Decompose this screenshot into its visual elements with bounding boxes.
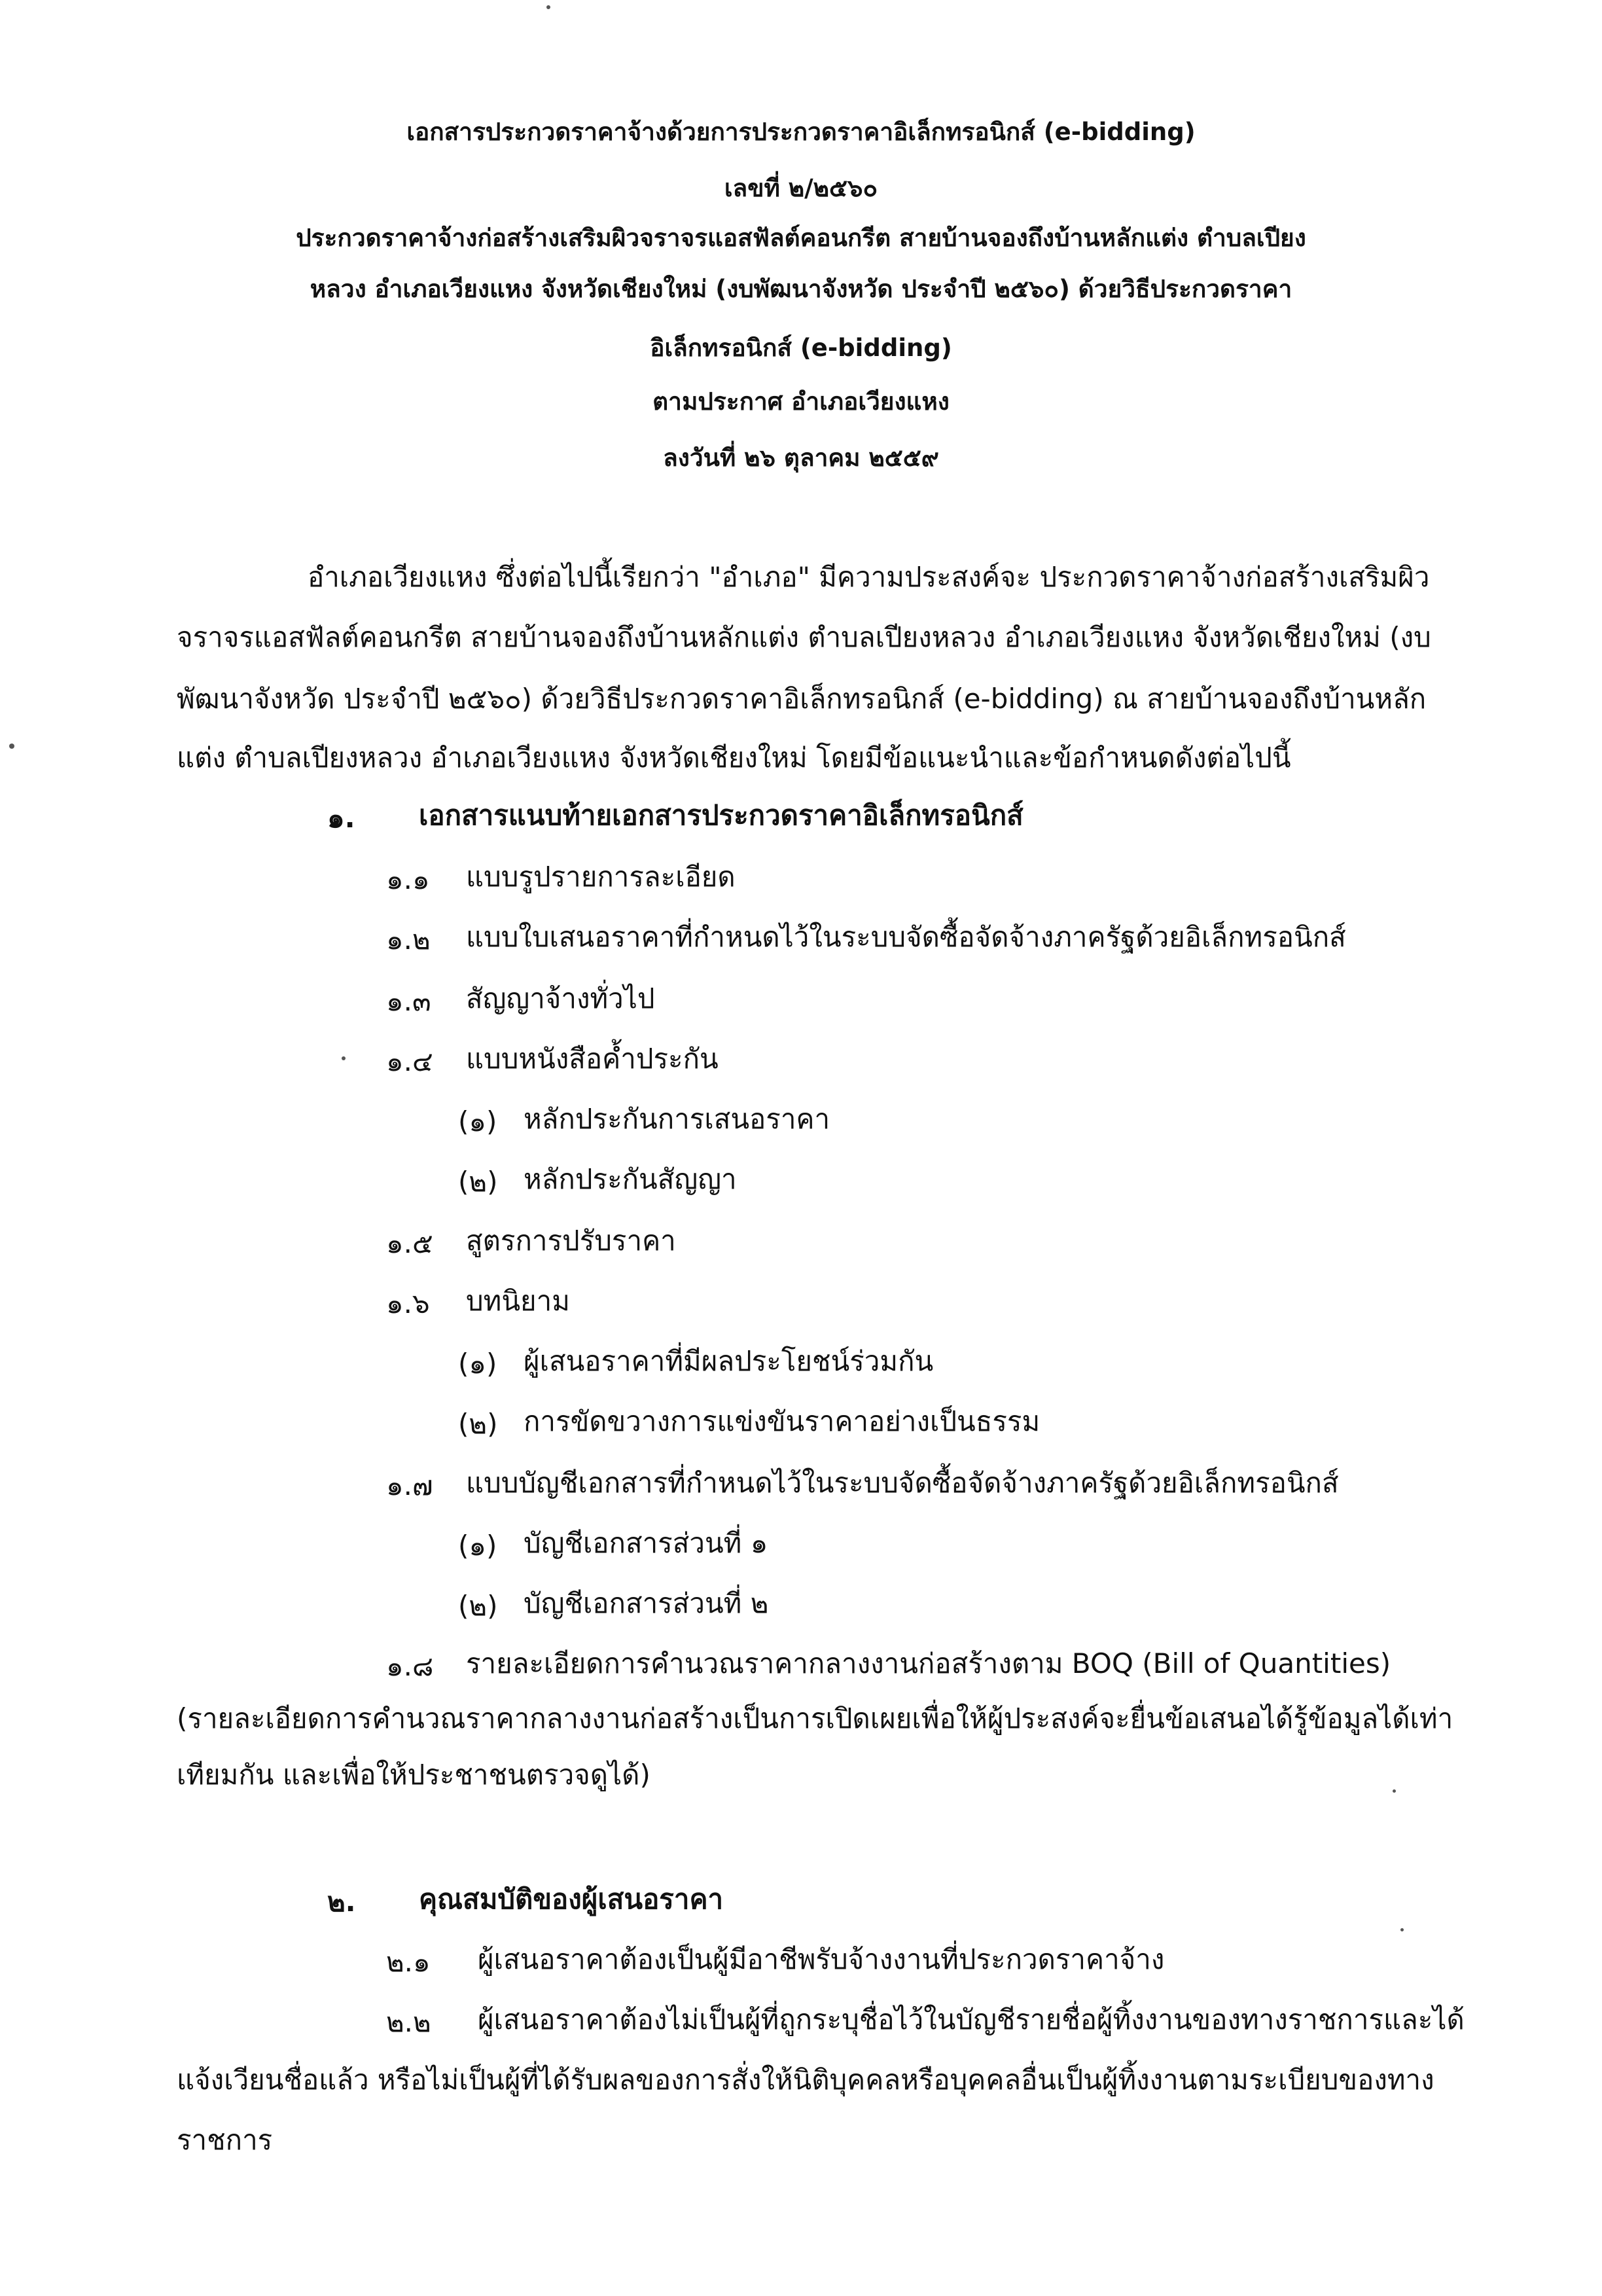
date-line: ลงวันที่ ๒๖ ตุลาคม ๒๕๕๙: [663, 444, 939, 472]
subitem-number: (๒): [458, 1590, 498, 1622]
announcement-line: ตามประกาศ อำเภอเวียงแหง: [652, 387, 950, 416]
section-2-number: ๒.: [327, 1886, 356, 1918]
item-text: แบบหนังสือค้ำประกัน: [466, 1043, 719, 1075]
intro-line-3: พัฒนาจังหวัด ประจำปี ๒๕๖๐) ด้วยวิธีประกวดราคาอิเล็กทรอนิกส์ (e-bidding) ณ สายบ้านจองถึงบ้านหลัก: [177, 683, 1427, 715]
item-number: ๑.๑: [386, 863, 430, 895]
document-number: เลขที่ ๒/๒๕๖๐: [724, 174, 878, 202]
subitem-number: (๑): [458, 1530, 497, 1562]
note-line-2: เทียมกัน และเพื่อให้ประชาชนตรวจดูได้): [177, 1759, 650, 1791]
scan-speck: [342, 1056, 346, 1060]
subitem-number: (๒): [458, 1166, 498, 1198]
item-number: ๒.๒: [386, 2006, 431, 2038]
item-text: สูตรการปรับราคา: [466, 1225, 676, 1257]
item-text: บทนิยาม: [466, 1285, 570, 1317]
item-number: ๑.๗: [386, 1469, 433, 1501]
subject-line-3: อิเล็กทรอนิกส์ (e-bidding): [650, 334, 952, 362]
subitem-number: (๒): [458, 1408, 498, 1440]
scan-speck: [1393, 1789, 1396, 1793]
intro-line-2: จราจรแอสฟัลต์คอนกรีต สายบ้านจองถึงบ้านหลักแต่ง ตำบลเปียงหลวง อำเภอเวียงแหง จังหวัดเชียงใหม่ (งบ: [177, 621, 1431, 653]
scan-speck: [546, 5, 550, 9]
section-2-title: คุณสมบัติของผู้เสนอราคา: [419, 1883, 724, 1915]
section-1-number: ๑.: [327, 802, 355, 834]
item-text: รายละเอียดการคำนวณราคากลางงานก่อสร้างตาม BOQ (Bill of Quantities): [466, 1647, 1391, 1679]
subject-line-1: ประกวดราคาจ้างก่อสร้างเสริมผิวจราจรแอสฟัลต์คอนกรีต สายบ้านจองถึงบ้านหลักแต่ง ตำบลเปียง: [296, 224, 1306, 252]
scan-speck: [1400, 1928, 1404, 1931]
subitem-number: (๑): [458, 1105, 497, 1138]
subitem-text: หลักประกันการเสนอราคา: [524, 1103, 830, 1135]
scan-speck: [9, 744, 14, 749]
subitem-text: การขัดขวางการแข่งขันราคาอย่างเป็นธรรม: [524, 1405, 1041, 1437]
intro-line-1: อำเภอเวียงแหง ซึ่งต่อไปนี้เรียกว่า "อำเภอ" มีความประสงค์จะ ประกวดราคาจ้างก่อสร้างเสริมผิว: [308, 561, 1430, 593]
subitem-number: (๑): [458, 1348, 497, 1380]
section-1-title: เอกสารแนบท้ายเอกสารประกวดราคาอิเล็กทรอนิกส์: [419, 799, 1024, 831]
item-number: ๑.๔: [386, 1045, 433, 1077]
item-text: ผู้เสนอราคาต้องเป็นผู้มีอาชีพรับจ้างงานที่ประกวดราคาจ้าง: [478, 1943, 1165, 1975]
item-text: แบบบัญชีเอกสารที่กำหนดไว้ในระบบจัดซื้อจัดจ้างภาครัฐด้วยอิเล็กทรอนิกส์: [466, 1467, 1339, 1499]
subject-line-2: หลวง อำเภอเวียงแหง จังหวัดเชียงใหม่ (งบพัฒนาจังหวัด ประจำปี ๒๕๖๐) ด้วยวิธีประกวดราคา: [310, 275, 1292, 303]
item-text: แบบรูปรายการละเอียด: [466, 861, 736, 893]
item-number: ๑.๘: [386, 1650, 434, 1682]
item-text: สัญญาจ้างทั่วไป: [466, 982, 655, 1014]
item-number: ๑.๒: [386, 924, 431, 956]
cont-line-1: แจ้งเวียนชื่อแล้ว หรือไม่เป็นผู้ที่ได้รับผลของการสั่งให้นิติบุคคลหรือบุคคลอื่นเป็นผู้ทิ้งงานตามระเบียบของทาง: [177, 2064, 1434, 2096]
subitem-text: หลักประกันสัญญา: [524, 1163, 737, 1195]
subitem-text: บัญชีเอกสารส่วนที่ ๒: [524, 1587, 769, 1619]
subitem-text: ผู้เสนอราคาที่มีผลประโยชน์ร่วมกัน: [524, 1345, 934, 1377]
subitem-text: บัญชีเอกสารส่วนที่ ๑: [524, 1527, 768, 1559]
item-text: ผู้เสนอราคาต้องไม่เป็นผู้ที่ถูกระบุชื่อไว้ในบัญชีรายชื่อผู้ทิ้งงานของทางราชการและได้: [478, 2003, 1465, 2036]
note-line-1: (รายละเอียดการคำนวณราคากลางงานก่อสร้างเป็นการเปิดเผยเพื่อให้ผู้ประสงค์จะยื่นข้อเสนอได้รู้ข้อมูลได้เท่า: [177, 1702, 1453, 1734]
document-title: เอกสารประกวดราคาจ้างด้วยการประกวดราคาอิเล็กทรอนิกส์ (e-bidding): [406, 118, 1196, 146]
cont-line-2: ราชการ: [177, 2124, 273, 2156]
item-number: ๑.๕: [386, 1227, 433, 1259]
item-text: แบบใบเสนอราคาที่กำหนดไว้ในระบบจัดซื้อจัดจ้างภาครัฐด้วยอิเล็กทรอนิกส์: [466, 921, 1346, 953]
item-number: ๒.๑: [386, 1946, 431, 1978]
intro-line-4: แต่ง ตำบลเปียงหลวง อำเภอเวียงแหง จังหวัดเชียงใหม่ โดยมีข้อแนะนำและข้อกำหนดดังต่อไปนี้: [177, 742, 1291, 774]
item-number: ๑.๖: [386, 1287, 430, 1319]
item-number: ๑.๓: [386, 985, 431, 1017]
